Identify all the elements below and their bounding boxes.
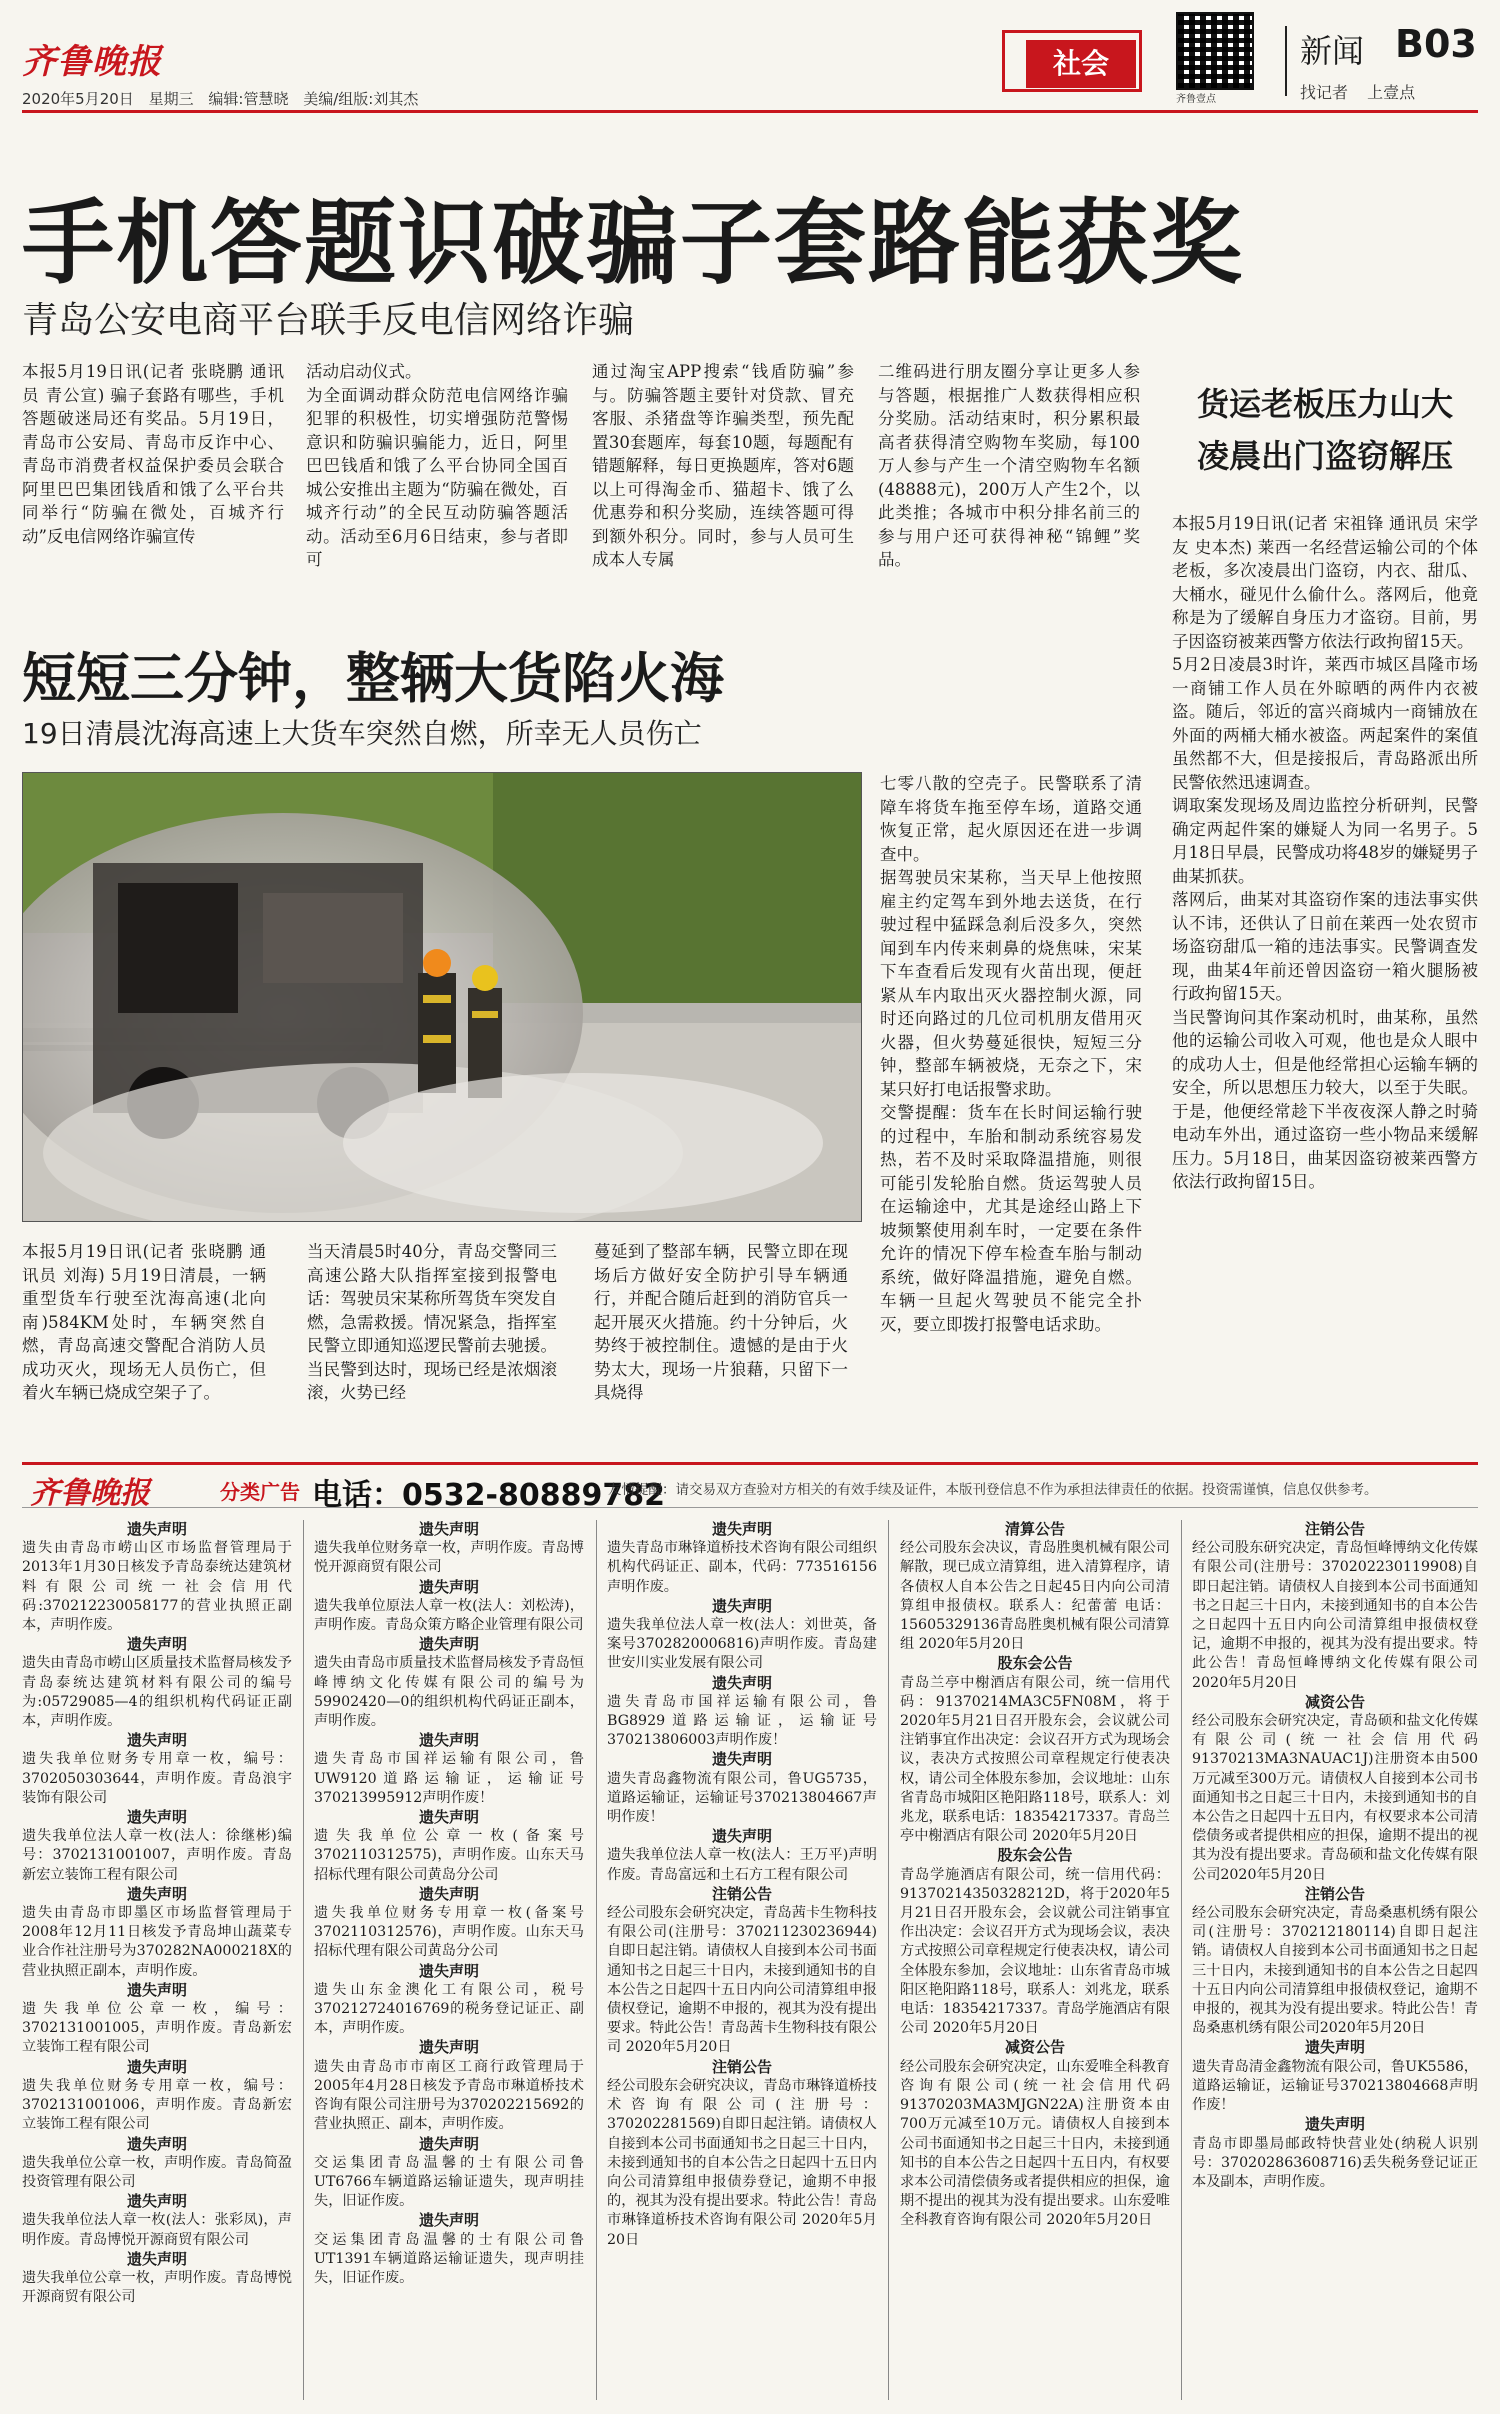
story2-column-2: 当天清晨5时40分，青岛交警同三高速公路大队指挥室接到报警电话：驾驶员宋某称所驾货车突发自燃，急需救援。情况紧急，指挥室民警立即通知巡逻民警前去驰援。当民警到达时，现场已经是浓烟滚滚，火势已经	[307, 1242, 557, 1402]
ad-heading: 遗失声明	[1304, 2115, 1365, 2134]
ad-heading: 遗失声明	[418, 1961, 479, 1980]
ads-column-divider	[1181, 1520, 1182, 2400]
ad-body: 遗失我单位原法人章一枚(法人：刘松涛)，声明作废。青岛众策方略企业管理有限公司	[314, 1597, 584, 1634]
ad-heading: 注销公告	[1304, 1884, 1365, 1903]
ad-body: 遗失青岛市国祥运输有限公司，鲁BG8929道路运输证，运输证号370213806003声明作废！	[607, 1693, 877, 1749]
ad-heading: 遗失声明	[126, 1520, 187, 1538]
ad-body: 遗失我单位法人章一枚(法人：张彩凤)，声明作废。青岛博悦开源商贸有限公司	[22, 2212, 292, 2248]
weekday: 星期三	[148, 90, 194, 108]
ads-column-2	[314, 1520, 584, 2400]
ads-column-3	[607, 1520, 877, 2400]
ad-heading: 遗失声明	[418, 1731, 479, 1750]
ad-heading: 减资公告	[1004, 2038, 1065, 2057]
ad-body: 遗失由青岛市即墨区市场监督管理局于2008年12月11日核发予青岛坤山蔬菜专业合作社注册号为370282NA000218X的营业执照正副本，声明作废。	[22, 1905, 292, 1979]
ad-heading: 遗失声明	[418, 1635, 479, 1654]
ad-body: 经公司股东会研究决议，青岛市琳锋道桥技术咨询有限公司(注册号：370202281569)自即日起注销。请债权人自接到本公司书面通知书之日起三十日内，未接到通知书的自本公告之日起四十五日内向公司清算组申报债券登记，逾期不申报的，视其为没有提出要求。特此公告！青岛市琳锋道桥技术咨询有限公司 2020年5月20日	[607, 2077, 877, 2248]
ad-heading: 遗失声明	[126, 1635, 187, 1654]
ad-heading: 遗失声明	[711, 1750, 772, 1769]
ad-body: 经公司股东研究决定，青岛恒峰博纳文化传媒有限公司(注册号：370202230119908)自即日起注销。请债权人自接到本公司书面通知书之日起三十日内，未接到通知书的自本公告之日起四十五日内向公司清算组申报债权登记，逾期不申报的，视其为没有提出要求。特此公告！青岛恒峰博纳文化传媒有限公司 2020年5月20日	[1192, 1540, 1478, 1691]
ad-heading: 遗失声明	[126, 1980, 187, 1999]
ad-heading: 遗失声明	[126, 2192, 187, 2211]
ad-body: 青岛兰亭中榭酒店有限公司，统一信用代码：91370214MA3C5FN08M，将于2020年5月21日召开股东会，会议就公司注销事宜作出决定：会议召开方式为现场会议，表决方式按照公司章程规定行使表决权，请公司全体股东参加，会议地址：山东省青岛市城阳区艳阳路118号，联系人：刘兆龙，联系电话：18354217337。青岛兰亭中榭酒店有限公司 2020年5月20日	[900, 1674, 1170, 1845]
ad-heading: 遗失声明	[418, 1520, 479, 1538]
ad-body: 遗失我单位财务专用章一枚(备案号3702110312576)，声明作废。山东天马招标代理有限公司黄岛分公司	[314, 1905, 584, 1960]
ad-heading: 遗失声明	[418, 1577, 479, 1596]
ad-body: 遗失我单位法人章一枚(法人：徐继彬)编号：3702131001007，声明作废。青岛新宏立装饰工程有限公司	[22, 1828, 292, 1883]
ad-body: 青岛市即墨局邮政特快营业处(纳税人识别号：370202863608716)丢失税务登记证正本及副本，声明作废。	[1192, 2135, 1478, 2190]
ad-heading: 股东会公告	[997, 1654, 1073, 1673]
qr-code-icon	[1176, 12, 1254, 90]
ad-heading: 股东会公告	[997, 1846, 1073, 1865]
ads-column-5	[1192, 1520, 1478, 2400]
story1-headline: 手机答题识破骗子套路能获奖	[22, 190, 1245, 297]
header-rule	[22, 110, 1478, 113]
ad-body: 遗失我单位财务专用章一枚，编号：3702050303644，声明作废。青岛浪宇装饰有限公司	[22, 1751, 292, 1806]
ad-body: 遗失青岛市琳锋道桥技术咨询有限公司组织机构代码证正、副本，代码：773516156声明作废。	[607, 1540, 877, 1595]
ad-body: 遗失由青岛市市南区工商行政管理局于2005年4月28日核发予青岛市琳道桥技术咨询有限公司注册号为370202215692的营业执照正、副本，声明作废。	[314, 2058, 584, 2133]
ads-column-1	[22, 1520, 292, 2400]
ad-body: 遗失由青岛市崂山区质量技术监督局核发予青岛泰统达建筑材料有限公司的编号为:05729085—4的组织机构代码证正副本，声明作废。	[22, 1655, 292, 1730]
story2-headline: 短短三分钟，整辆大货陷火海	[22, 647, 724, 710]
section-tag: 社会	[1026, 40, 1136, 88]
ad-body: 遗失我单位法人章一枚(法人：王万平)声明作废。青岛富远和土石方工程有限公司	[607, 1847, 877, 1883]
ad-body: 青岛学施酒店有限公司，统一信用代码：91370214350328212D，将于2020年5月21日召开股东会，会议就公司注销事宜作出决定：会议召开方式为现场会议，表决方式按照公司章程规定行使表决权，请公司全体股东参加，会议地址：山东省青岛市城阳区艳阳路118号，联系人：刘兆龙，联系电话：18354217337。青岛学施酒店有限公司 2020年5月20日	[900, 1866, 1170, 2037]
ad-heading: 遗失声明	[418, 1884, 479, 1903]
ad-body: 经公司股东会研究决定，青岛桑惠机绣有限公司(注册号：370212180114)自即日起注销。请债权人自接到本公司书面通知书之日起三十日内，未接到通知书的自本公告之日起四十五日内向公司清算组申报债权登记，逾期不申报的，视其为没有提出要求。特此公告！青岛桑惠机绣有限公司2020年5月20日	[1192, 1905, 1478, 2037]
ad-heading: 遗失声明	[711, 1673, 772, 1692]
ad-heading: 遗失声明	[126, 1808, 187, 1827]
ad-body: 遗失山东金澳化工有限公司，税号370212724016769的税务登记证正、副本，声明作废。	[314, 1981, 584, 2037]
ad-body: 遗失由青岛市崂山区市场监督管理局于2013年1月30日核发予青岛泰统达建筑材料有限公司统一社会信用代码:370212230058177的营业执照正副本，声明作废。	[22, 1540, 292, 1634]
issue-date: 2020年5月20日	[22, 90, 134, 108]
story2-subhead: 19日清晨沈海高速上大货车突然自燃，所幸无人员伤亡	[22, 717, 702, 750]
ad-heading: 遗失声明	[711, 1827, 772, 1846]
story2-column-3: 蔓延到了整部车辆，民警立即在现场后方做好安全防护引导车辆通行，并配合随后赶到的消防官兵一起开展灭火措施。约十分钟后，火势终于被控制住。遗憾的是由于火势太大，现场一片狼藉，只留下一具烧得	[594, 1242, 848, 1402]
ad-heading: 遗失声明	[418, 1808, 479, 1827]
ad-heading: 遗失声明	[418, 2134, 479, 2153]
ad-heading: 减资公告	[1304, 1692, 1365, 1711]
ads-disclaimer: 友情提醒：请交易双方查验对方相关的有效手续及证件，本版刊登信息不作为承担法律责任的依据。投资需谨慎，信息仅供参考。	[608, 1482, 1378, 1498]
newspaper-logo: 齐鲁晚报	[22, 42, 162, 82]
ad-heading: 遗失声明	[711, 1520, 772, 1538]
ad-body: 经公司股东会研究决定，青岛硕和盐文化传媒有限公司(统一社会信用代码91370213MA3NAUAC1J)注册资本由500万元减至300万元。请债权人自接到本公司书面通知书之日起三十日内，未接到通知书的自本公告之日起四十五日内，有权要求本公司清偿债务或者提供相应的担保，逾期不提出的视其为没有提出要求。青岛硕和盐文化传媒有限公司2020年5月20日	[1192, 1713, 1478, 1883]
ad-heading: 注销公告	[1304, 1520, 1365, 1538]
ad-heading: 遗失声明	[126, 1731, 187, 1750]
ads-phone: 电话：0532-80889782	[312, 1478, 665, 1513]
ads-column-divider	[303, 1520, 304, 2400]
ad-body: 交运集团青岛温馨的士有限公司鲁UT1391车辆道路运输证遗失，现声明挂失，旧证作废。	[314, 2231, 584, 2286]
ad-body: 交运集团青岛温馨的士有限公司鲁UT6766车辆道路运输证遗失，现声明挂失，旧证作废。	[314, 2154, 584, 2210]
dateline	[22, 88, 418, 109]
ad-body: 遗失青岛清金鑫物流有限公司，鲁UK5586，道路运输证，运输证号370213804668声明作废！	[1192, 2058, 1478, 2114]
ad-heading: 注销公告	[711, 2057, 772, 2076]
ads-column-divider	[888, 1520, 889, 2400]
story2-lead: 本报5月19日讯(记者 张晓鹏 通讯员 刘海) 5月19日清晨，一辆重型货车行驶至沈海高速(北向南)584KM处时，车辆突然自燃，青岛高速交警配合消防人员成功灭火，现场无人员伤亡，但着火车辆已烧成空架子了。	[22, 1242, 266, 1402]
ad-heading: 注销公告	[711, 1884, 772, 1903]
ads-column-4	[900, 1520, 1170, 2400]
story2-right-column: 七零八散的空壳子。民警联系了清障车将货车拖至停车场，道路交通恢复正常，起火原因还在进一步调查中。 据驾驶员宋某称，当天早上他按照雇主约定驾车到外地去送货，在行驶过程中猛踩急刹后没多久，突然闻到车内传来刺鼻的烧焦味，宋某下车查看后发现有火苗出现，便赶紧从车内取出灭火器控制火源，同时还向路过的几位司机朋友借用灭火器，但火势蔓延很快，短短三分钟，整部车辆被烧，无奈之下，宋某只好打电话报警求助。 交警提醒：货车在长时间运输行驶的过程中，车胎和制动系统容易发热，若不及时采取降温措施，则很可能引发轮胎自燃。货运驾驶人员在运输途中，尤其是途经山路上下坡频繁使用刹车时，一定要在条件允许的情况下停车检查车胎与制动系统，做好降温措施，避免自燃。车辆一旦起火驾驶员不能完全扑灭，要立即拨打报警电话求助。	[880, 774, 1142, 1334]
ad-heading: 遗失声明	[126, 2249, 187, 2268]
ad-body: 遗失青岛鑫物流有限公司，鲁UG5735，道路运输证，运输证号370213804667声明作废！	[607, 1770, 877, 1826]
ad-body: 遗失我单位财务专用章一枚，编号：3702131001006，声明作废。青岛新宏立装饰工程有限公司	[22, 2077, 292, 2133]
ad-heading: 遗失声明	[126, 2057, 187, 2076]
story1-column-3: 通过淘宝APP搜索“钱盾防骗”参与。防骗答题主要针对贷款、冒充客服、杀猪盘等诈骗类型，预先配置30套题库，每套10题，每题配有错题解释，每日更换题库，答对6题以上可得淘金币、猫超卡、饿了么优惠券和积分奖励，连续答题可得到额外积分。同时，参与人员可生成本人专属	[592, 362, 854, 569]
ads-column-divider	[596, 1520, 597, 2400]
ad-heading: 遗失声明	[126, 1884, 187, 1903]
ad-heading: 遗失声明	[711, 1596, 772, 1615]
ad-body: 遗失由青岛市质量技术监督局核发予青岛恒峰博纳文化传媒有限公司的编号为59902420—0的组织机构代码证正副本，声明作废。	[314, 1655, 584, 1730]
story3-headline-line2: 凌晨出门盗窃解压	[1196, 437, 1453, 475]
ad-heading: 遗失声明	[418, 2038, 479, 2057]
ad-body: 遗失我单位公章一枚，声明作废。青岛简盈投资管理有限公司	[22, 2154, 292, 2190]
qr-caption: 齐鲁壹点	[1176, 94, 1216, 105]
ad-body: 遗失我单位公章一枚，声明作废。青岛博悦开源商贸有限公司	[22, 2269, 292, 2306]
editor-credit: 编辑:管慧晓	[208, 90, 289, 108]
ads-category: 分类广告	[220, 1480, 300, 1504]
story1-column-4: 二维码进行朋友圈分享让更多人参与答题，根据推广人数获得相应积分奖励。活动结束时，积分累积最高者获得清空购物车奖励，每100万人参与产生一个清空购物车名额(48888元)，200万人产生2个，以此类推；各城市中积分排名前三的参与用户还可获得神秘“锦鲤”奖品。	[878, 362, 1140, 569]
ad-heading: 清算公告	[1004, 1520, 1065, 1538]
ad-body: 经公司股东会决议，青岛胜奥机械有限公司解散，现已成立清算组，进入清算程序，请各债权人自本公告之日起45日内向公司清算组申报债权。联系人：纪蕾蕾 电话：15605329136青岛胜奥机械有限公司清算组 2020年5月20日	[900, 1540, 1170, 1653]
story3-body: 本报5月19日讯(记者 宋祖锋 通讯员 宋学友 史本杰) 莱西一名经营运输公司的个体老板，多次凌晨出门盗窃，内衣、甜瓜、大桶水，碰见什么偷什么。落网后，他竟称是为了缓解自身压力才盗窃。目前，男子因盗窃被莱西警方依法行政拘留15天。 5月2日凌晨3时许，莱西市城区昌隆市场一商铺工作人员在外晾晒的两件内衣被盗。随后，邻近的富兴商城内一商铺放在外面的两桶大桶水被盗。两起案件的案值虽然都不大，但是接报后，青岛路派出所民警依然迅速调查。 调取案发现场及周边监控分析研判，民警确定两起件案的嫌疑人为同一名男子。5月18日早晨，民警成功将48岁的嫌疑男子曲某抓获。 落网后，曲某对其盗窃作案的违法事实供认不讳，还供认了日前在莱西一处农贸市场盗窃甜瓜一箱的违法事实。民警调查发现，曲某4年前还曾因盗窃一箱火腿肠被行政拘留15天。 当民警询问其作案动机时，曲某称，虽然他的运输公司收入可观，他也是众人眼中的成功人士，但是他经常担心运输车辆的安全，所以思想压力较大，以至于失眠。于是，他便经常趁下半夜夜深人静之时骑电动车外出，通过盗窃一些小物品来缓解压力。5月18日，曲某因盗窃被莱西警方依法行政拘留15日。	[1172, 514, 1478, 1191]
ad-body: 经公司股东会研究决定，青岛茜卡生物科技有限公司(注册号：370211230236944)自即日起注销。请债权人自接到本公司书面通知书之日起三十日内，未接到通知书的自本公告之日起四十五日内向公司清算组申报债权登记，逾期不申报的，视其为没有提出要求。特此公告！青岛茜卡生物科技有限公司 2020年5月20日	[607, 1905, 877, 2056]
page-number: B03	[1395, 22, 1477, 66]
ad-body: 经公司股东会研究决定，山东爱唯全科教育咨询有限公司(统一社会信用代码91370203MA3MJGN22A)注册资本由700万元减至10万元。请债权人自接到本公司书面通知书之日起三十日内，未接到通知书的自本公告之日起四十五日内，有权要求本公司清偿债务或者提供相应的担保，逾期不提出的视其为没有提出要求。山东爱唯全科教育咨询有限公司 2020年5月20日	[900, 2058, 1170, 2229]
truck-fire-photo	[22, 772, 862, 1222]
story1-subhead: 青岛公安电商平台联手反电信网络诈骗	[22, 300, 635, 341]
ad-body: 遗失我单位公章一枚，编号：3702131001005，声明作废。青岛新宏立装饰工程有限公司	[22, 2001, 292, 2056]
story3-headline	[1170, 378, 1480, 482]
design-credit: 美编/组版:刘其杰	[303, 90, 419, 108]
masthead-motto: 找记者 上壹点	[1300, 83, 1416, 102]
header-divider	[1285, 26, 1287, 96]
ad-heading: 遗失声明	[1304, 2038, 1365, 2057]
section-name: 新闻	[1300, 32, 1365, 70]
ad-body: 遗失我单位法人章一枚(法人：刘世英，备案号3702820006816)声明作废。青岛建世安川实业发展有限公司	[607, 1617, 877, 1672]
ad-heading: 遗失声明	[418, 2211, 479, 2230]
ad-body: 遗失我单位财务章一枚，声明作废。青岛博悦开源商贸有限公司	[314, 1540, 584, 1576]
ad-body: 遗失我单位公章一枚(备案号3702110312575)，声明作废。山东天马招标代理有限公司黄岛分公司	[314, 1828, 584, 1883]
ad-heading: 遗失声明	[126, 2134, 187, 2153]
story3-headline-line1: 货运老板压力山大	[1196, 385, 1453, 423]
ads-logo: 齐鲁晚报	[30, 1476, 150, 1511]
story1-column-2: 活动启动仪式。 为全面调动群众防范电信网络诈骗犯罪的积极性，切实增强防范警惕意识和防骗识骗能力，近日，阿里巴巴钱盾和饿了么平台协同全国百城公安推出主题为“防骗在微处，百城齐行动”的全民互动防骗答题活动。活动至6月6日结束，参与者即可	[306, 362, 568, 569]
story1-column-1: 本报5月19日讯(记者 张晓鹏 通讯员 青公宣) 骗子套路有哪些，手机答题破迷局还有奖品。5月19日，青岛市公安局、青岛市反诈中心、青岛市消费者权益保护委员会联合阿里巴巴集团钱盾和饿了么平台共同举行“防骗在微处，百城齐行动”反电信网络诈骗宣传	[22, 362, 284, 546]
ad-body: 遗失青岛市国祥运输有限公司，鲁UW9120道路运输证，运输证号370213995912声明作废！	[314, 1751, 584, 1806]
